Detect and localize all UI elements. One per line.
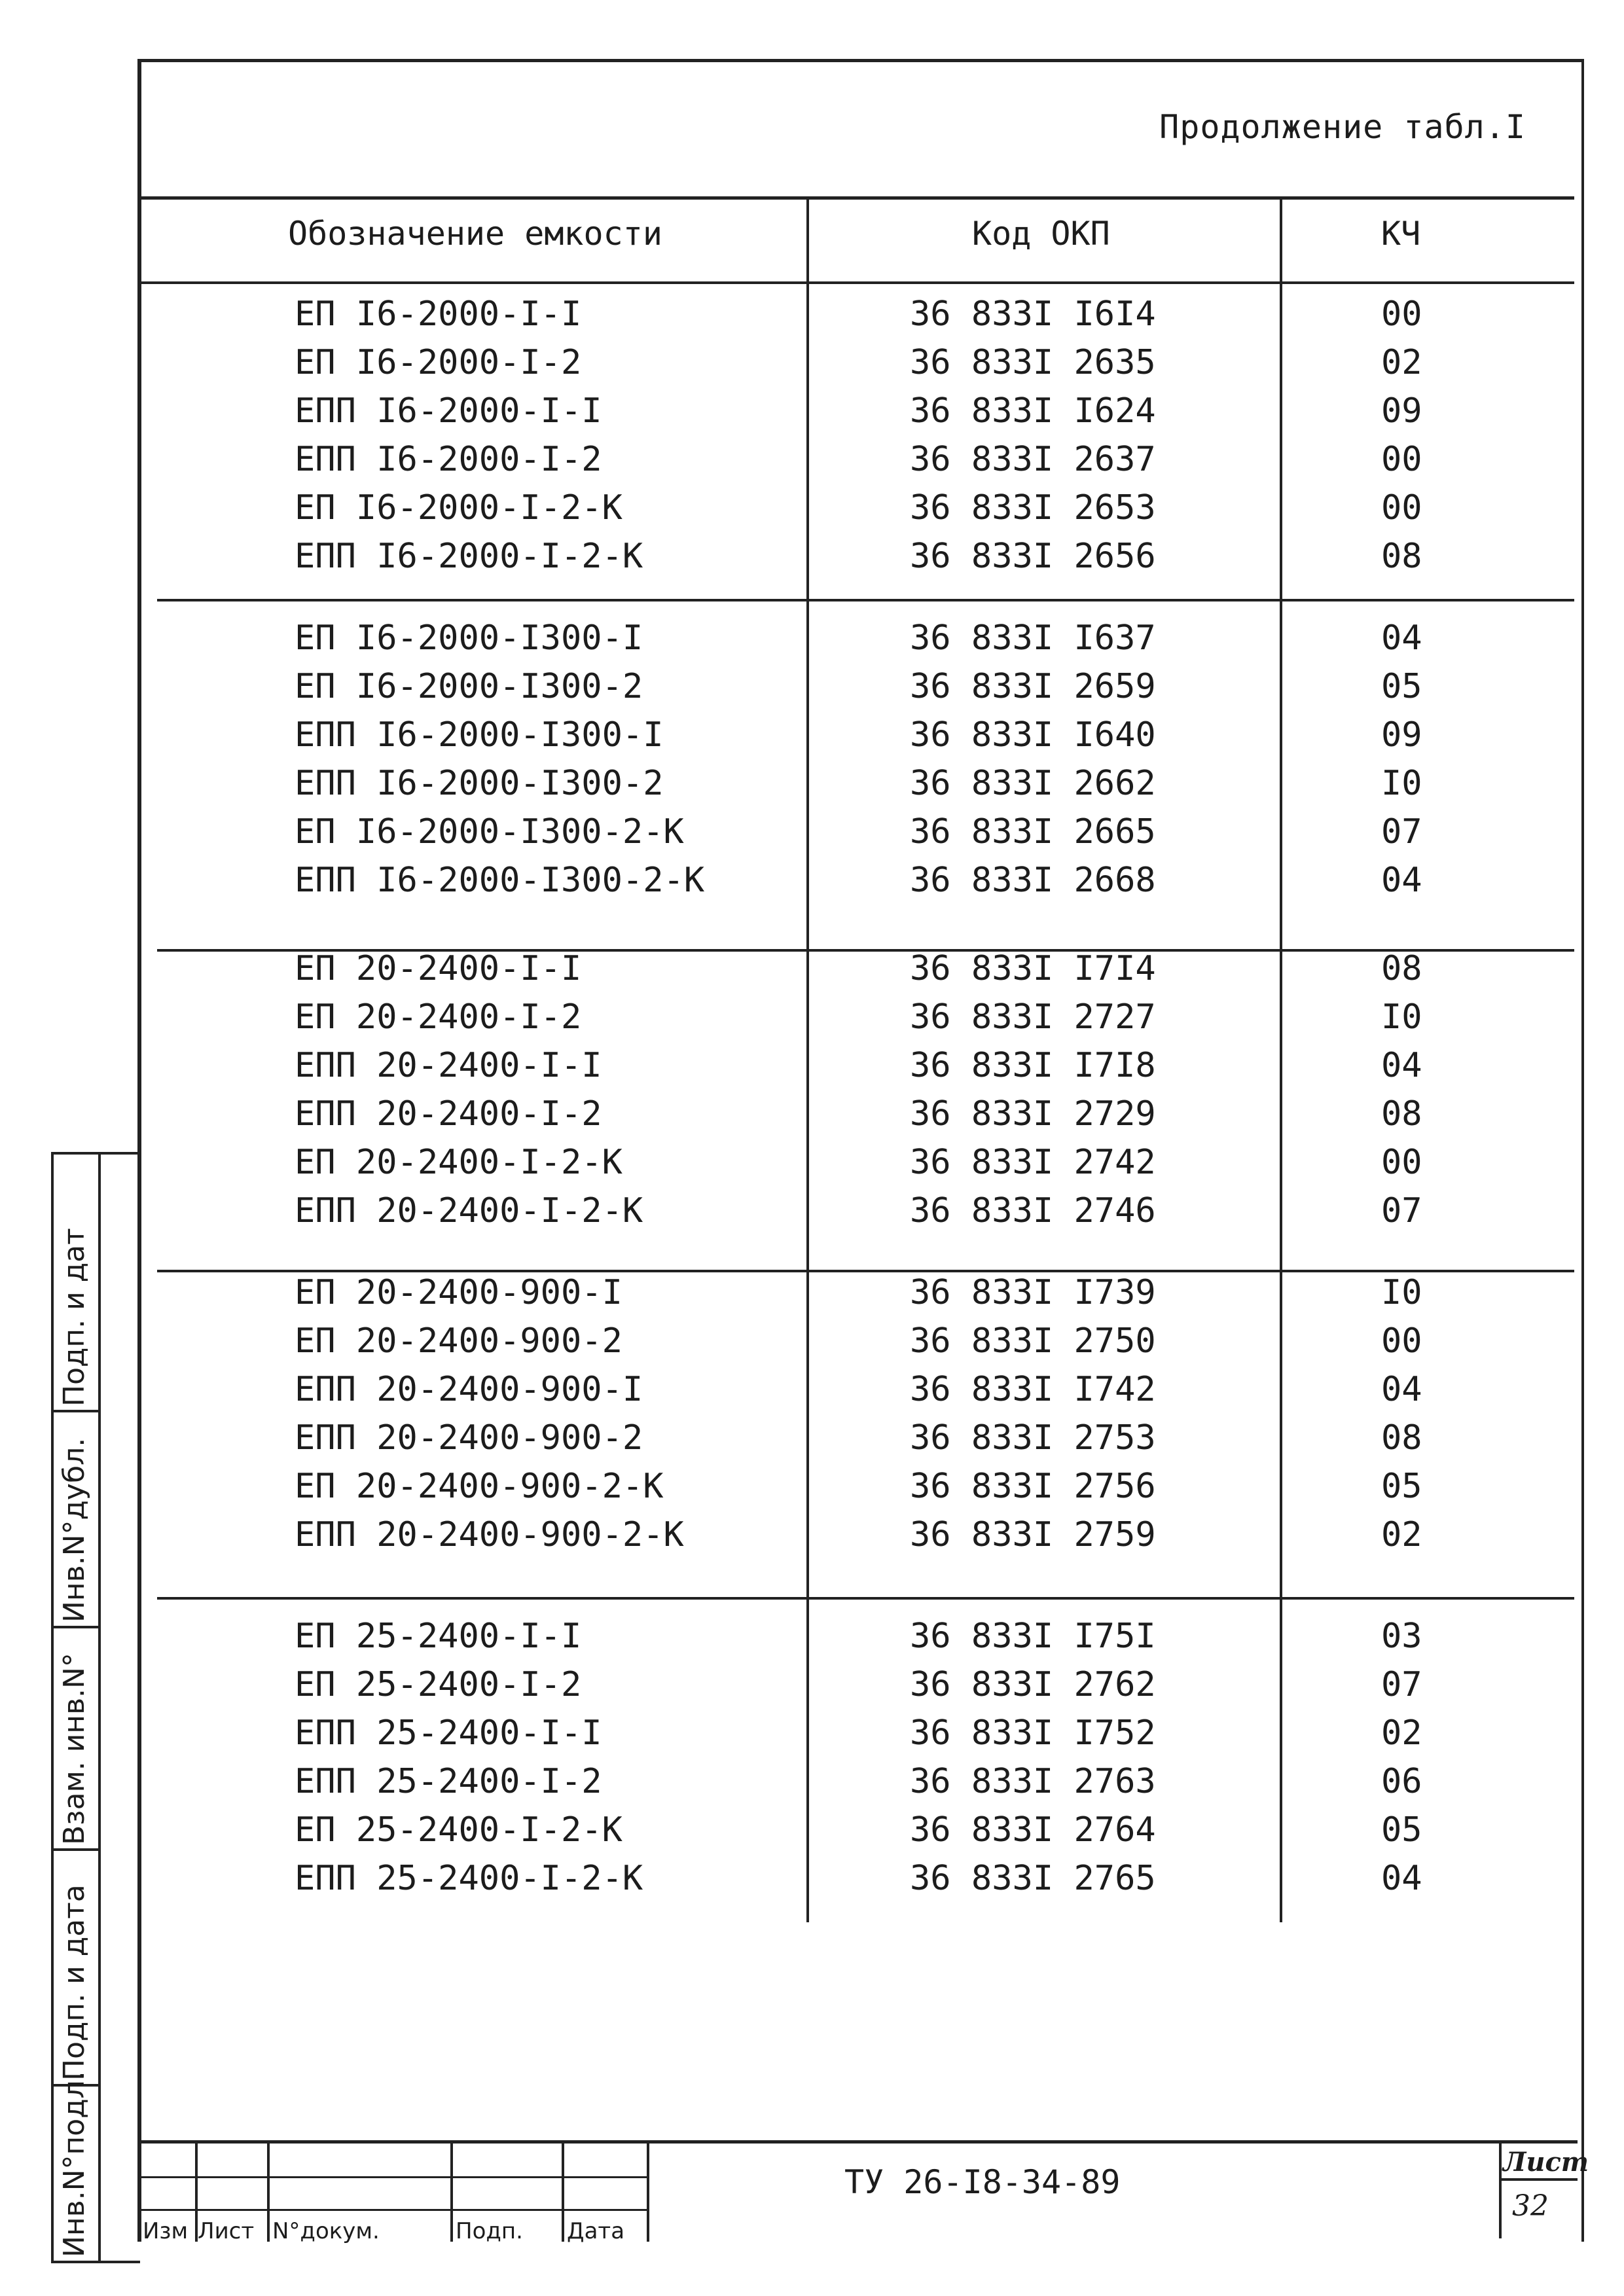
designation-cell: ЕПП 25-2400-I-I [295, 1713, 602, 1753]
table-row [0, 1273, 1624, 1319]
designation-cell: ЕПП 20-2400-I-2 [295, 1094, 602, 1134]
header-bottom-rule [141, 281, 1574, 284]
kch-cell: 04 [1381, 1859, 1422, 1898]
tb-label-list: Лист [198, 2218, 255, 2244]
designation-cell: ЕП 20-2400-I-2 [295, 997, 582, 1037]
table-row [0, 764, 1624, 810]
kch-cell: 09 [1381, 715, 1422, 755]
tb-label-doc: N°докум. [272, 2218, 380, 2244]
okp-code-cell: 36 833I 2763 [910, 1762, 1156, 1801]
stamp-cell-border [54, 1626, 98, 1628]
okp-code-cell: 36 833I 2742 [910, 1143, 1156, 1182]
okp-code-cell: 36 833I I742 [910, 1370, 1156, 1409]
group-separator [157, 949, 1574, 952]
kch-cell: 04 [1381, 1370, 1422, 1409]
table-row [0, 1191, 1624, 1237]
group-separator [157, 1270, 1574, 1272]
table-row [0, 1665, 1624, 1711]
table-row [0, 1762, 1624, 1808]
okp-code-cell: 36 833I 2637 [910, 440, 1156, 479]
continuation-label: Продолжение табл.I [1159, 108, 1526, 146]
table-row [0, 1418, 1624, 1464]
kch-cell: I0 [1381, 997, 1422, 1037]
kch-cell: 08 [1381, 949, 1422, 988]
kch-cell: 07 [1381, 812, 1422, 852]
kch-cell: 06 [1381, 1762, 1422, 1801]
table-row [0, 949, 1624, 995]
kch-cell: I0 [1381, 1273, 1422, 1312]
designation-cell: ЕПП 25-2400-I-2 [295, 1762, 602, 1801]
okp-code-cell: 36 833I I75I [910, 1617, 1156, 1656]
okp-code-cell: 36 833I I6I4 [910, 295, 1156, 334]
okp-code-cell: 36 833I 2759 [910, 1515, 1156, 1554]
tb-hline [137, 2209, 648, 2211]
designation-cell: ЕПП I6-2000-I-2 [295, 440, 602, 479]
stamp-sign-date-1: Подп. и дата [58, 1884, 91, 2081]
okp-code-cell: 36 833I 2662 [910, 764, 1156, 803]
side-stamp [51, 1152, 140, 2263]
okp-code-cell: 36 833I 2746 [910, 1191, 1156, 1230]
table-row [0, 1810, 1624, 1856]
kch-cell: 00 [1381, 440, 1422, 479]
table-row [0, 861, 1624, 906]
okp-code-cell: 36 833I I752 [910, 1713, 1156, 1753]
okp-code-cell: 36 833I 2765 [910, 1859, 1156, 1898]
designation-cell: ЕПП I6-2000-I-2-К [295, 537, 643, 576]
table-row [0, 1370, 1624, 1416]
stamp-inv-orig: Инв.N°подл. [58, 2071, 91, 2257]
okp-code-cell: 36 833I 2727 [910, 997, 1156, 1037]
table-row [0, 1046, 1624, 1092]
sheet-label: Лист [1503, 2147, 1589, 2178]
kch-cell: 05 [1381, 1810, 1422, 1850]
kch-cell: 00 [1381, 295, 1422, 334]
table-row [0, 1617, 1624, 1662]
kch-cell: 07 [1381, 1665, 1422, 1704]
designation-cell: ЕП 25-2400-I-2-К [295, 1810, 623, 1850]
designation-cell: ЕП 25-2400-I-2 [295, 1665, 582, 1704]
designation-cell: ЕПП 20-2400-900-2 [295, 1418, 643, 1458]
designation-cell: ЕП 20-2400-900-2-К [295, 1467, 664, 1506]
okp-code-cell: 36 833I 2635 [910, 343, 1156, 382]
designation-cell: ЕПП I6-2000-I300-2-К [295, 861, 705, 900]
kch-cell: 04 [1381, 1046, 1422, 1085]
tb-label-sign: Подп. [456, 2218, 523, 2244]
table-row [0, 440, 1624, 486]
designation-cell: ЕП I6-2000-I300-I [295, 619, 643, 658]
designation-cell: ЕПП 25-2400-I-2-К [295, 1859, 643, 1898]
designation-cell: ЕП 20-2400-900-I [295, 1273, 623, 1312]
document-code: ТУ 26-I8-34-89 [844, 2163, 1121, 2201]
table-row [0, 391, 1624, 437]
sheet-divider [1499, 2178, 1578, 2181]
kch-cell: 09 [1381, 391, 1422, 431]
kch-cell: 00 [1381, 1143, 1422, 1182]
designation-cell: ЕП I6-2000-I-2 [295, 343, 582, 382]
table-row [0, 343, 1624, 389]
kch-cell: 00 [1381, 488, 1422, 528]
table-row [0, 1859, 1624, 1905]
kch-cell: 02 [1381, 1713, 1422, 1753]
stamp-cell-border [54, 1410, 98, 1412]
kch-cell: 05 [1381, 1467, 1422, 1506]
designation-cell: ЕП I6-2000-I300-2-К [295, 812, 684, 852]
okp-code-cell: 36 833I 2668 [910, 861, 1156, 900]
stamp-sign-date-2: Подп. и дат [58, 1228, 91, 1407]
table-row [0, 295, 1624, 340]
stamp-divider [98, 1155, 101, 2261]
okp-code-cell: 36 833I I7I4 [910, 949, 1156, 988]
kch-cell: 02 [1381, 1515, 1422, 1554]
table-row [0, 1467, 1624, 1513]
designation-cell: ЕП 20-2400-900-2 [295, 1321, 623, 1361]
designation-cell: ЕПП I6-2000-I-I [295, 391, 602, 431]
column-header-kch: КЧ [1381, 215, 1421, 253]
okp-code-cell: 36 833I I7I8 [910, 1046, 1156, 1085]
okp-code-cell: 36 833I 2656 [910, 537, 1156, 576]
kch-cell: 02 [1381, 343, 1422, 382]
kch-cell: 04 [1381, 861, 1422, 900]
kch-cell: I0 [1381, 764, 1422, 803]
designation-cell: ЕП I6-2000-I300-2 [295, 667, 643, 706]
designation-cell: ЕП 20-2400-I-2-К [295, 1143, 623, 1182]
stamp-cell-border [54, 1848, 98, 1851]
table-row [0, 1094, 1624, 1140]
stamp-inv-dup: Инв.N°дубл. [58, 1437, 91, 1623]
group-separator [157, 1597, 1574, 1600]
table-row [0, 1713, 1624, 1759]
kch-cell: 05 [1381, 667, 1422, 706]
table-row [0, 488, 1624, 534]
okp-code-cell: 36 833I 2756 [910, 1467, 1156, 1506]
tb-hline [137, 2176, 648, 2178]
table-row [0, 997, 1624, 1043]
group-separator [157, 599, 1574, 601]
table-row [0, 1321, 1624, 1367]
table-row [0, 715, 1624, 761]
okp-code-cell: 36 833I 2729 [910, 1094, 1156, 1134]
designation-cell: ЕП I6-2000-I-I [295, 295, 582, 334]
designation-cell: ЕПП 20-2400-I-2-К [295, 1191, 643, 1230]
okp-code-cell: 36 833I 2764 [910, 1810, 1156, 1850]
okp-code-cell: 36 833I I640 [910, 715, 1156, 755]
tb-label-izm: Изм [143, 2218, 189, 2244]
table-row [0, 1143, 1624, 1189]
kch-cell: 03 [1381, 1617, 1422, 1656]
okp-code-cell: 36 833I I637 [910, 619, 1156, 658]
table-row [0, 619, 1624, 664]
okp-code-cell: 36 833I 2659 [910, 667, 1156, 706]
okp-code-cell: 36 833I I624 [910, 391, 1156, 431]
column-header-designation: Обозначение емкости [288, 215, 662, 253]
okp-code-cell: 36 833I I739 [910, 1273, 1156, 1312]
okp-code-cell: 36 833I 2665 [910, 812, 1156, 852]
okp-code-cell: 36 833I 2762 [910, 1665, 1156, 1704]
table-row [0, 1515, 1624, 1561]
kch-cell: 04 [1381, 619, 1422, 658]
sheet-number: 32 [1512, 2189, 1549, 2223]
okp-code-cell: 36 833I 2753 [910, 1418, 1156, 1458]
table-row [0, 667, 1624, 713]
header-top-rule [141, 196, 1574, 200]
kch-cell: 07 [1381, 1191, 1422, 1230]
table-row [0, 537, 1624, 583]
designation-cell: ЕП I6-2000-I-2-К [295, 488, 623, 528]
designation-cell: ЕПП 20-2400-900-I [295, 1370, 643, 1409]
column-header-okp-code: Код ОКП [972, 215, 1110, 253]
tb-label-date: Дата [567, 2218, 625, 2244]
okp-code-cell: 36 833I 2653 [910, 488, 1156, 528]
designation-cell: ЕПП I6-2000-I300-I [295, 715, 664, 755]
kch-cell: 08 [1381, 1094, 1422, 1134]
designation-cell: ЕПП 20-2400-I-I [295, 1046, 602, 1085]
kch-cell: 08 [1381, 537, 1422, 576]
stamp-replace-inv: Взам. инв.N° [58, 1653, 91, 1845]
designation-cell: ЕП 25-2400-I-I [295, 1617, 582, 1656]
designation-cell: ЕПП 20-2400-900-2-К [295, 1515, 684, 1554]
kch-cell: 00 [1381, 1321, 1422, 1361]
kch-cell: 08 [1381, 1418, 1422, 1458]
okp-code-cell: 36 833I 2750 [910, 1321, 1156, 1361]
designation-cell: ЕП 20-2400-I-I [295, 949, 582, 988]
table-row [0, 812, 1624, 858]
designation-cell: ЕПП I6-2000-I300-2 [295, 764, 664, 803]
